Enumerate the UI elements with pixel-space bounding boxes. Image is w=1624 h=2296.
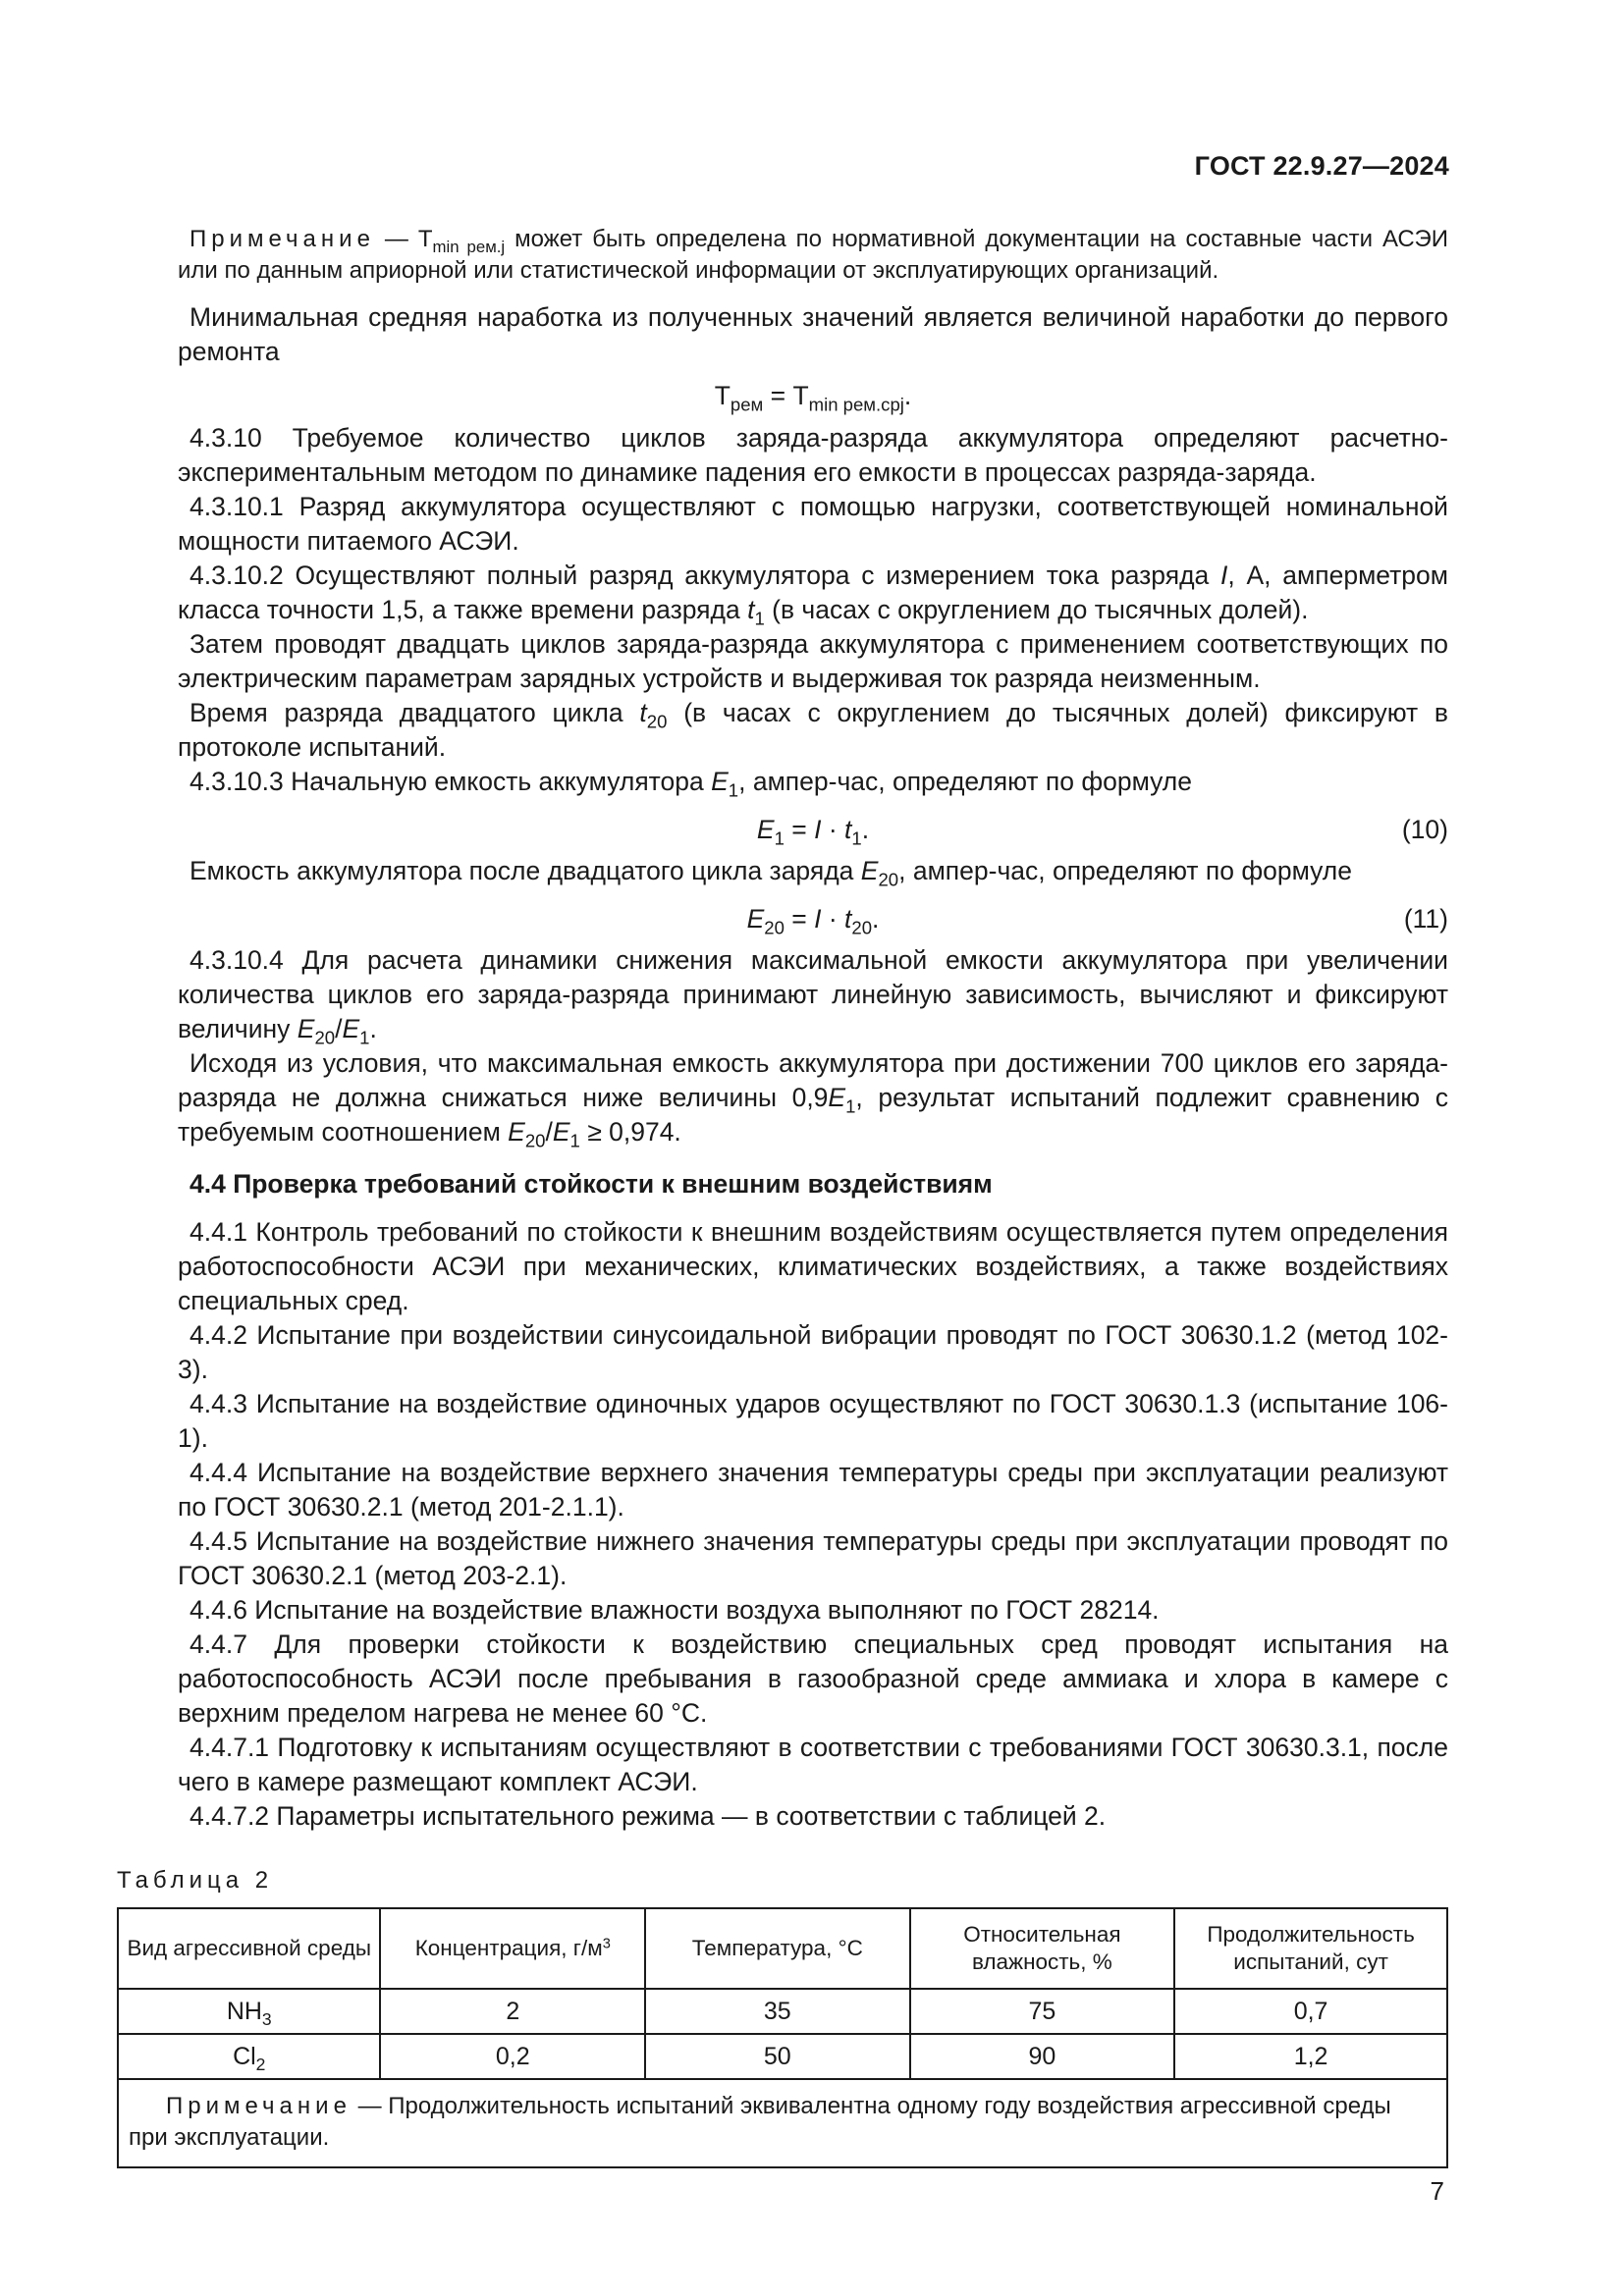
header-concentration: Концентрация, $г/м^3$ [380,1908,645,1989]
clause-4-3-10-3: 4.3.10.3 Начальную емкость аккумулятора $E_1$, ампер-час, определяют по формуле [189,767,1192,801]
test-parameters-table [117,1907,1448,2168]
clause-4-4-7-1: 4.4.7.1 Подготовку к испытаниям осуществляют в соответствии с требованиями ГОСТ 30630.3.1, после чего в камере размещают комплект АСЭИ. [178,1733,1448,1796]
clause-4-3-10-4: 4.3.10.4 Для расчета динамики снижения максимальной емкости аккумулятора при увеличении количества циклов его заряда-разряда принимают линейную зависимость, вычисляют и фиксируют величину $E_{20}/E_1$. [178,945,1448,1048]
formula-10: $E_1 = I \cdot t_1$. (10) [756,815,1448,849]
paragraph-condition-700-cycles: Исходя из условия, что максимальная емкость аккумулятора при достижении 700 циклов его заряда-разряда не должна снижаться ниже величины $0,9E_1$, результат испытаний подлежит сравнению с требуемым соотношением $E_{20}/E_1 \ge 0,974$. [178,1048,1448,1151]
cell-medium: $NH_3$ [118,1989,380,2034]
clause-4-4-6: 4.4.6 Испытание на воздействие влажности воздуха выполняют по ГОСТ 28214. [189,1595,1160,1625]
clause-4-4-3: 4.4.3 Испытание на воздействие одиночных ударов осуществляют по ГОСТ 30630.1.3 (испытание 106-1). [178,1389,1448,1453]
header-humidity: Относительная влажность, % [910,1908,1175,1989]
formula-11: $E_{20} = I \cdot t_{20}$. (11) [746,904,1448,938]
page-content [117,222,1448,2168]
cell-medium: $Cl_2$ [118,2034,380,2079]
cell-temperature: 50 [645,2034,910,2079]
cell-temperature: 35 [645,1989,910,2034]
paragraph-min-operating-time: Минимальная средняя наработка из полученных значений является величиной наработки до первого ремонта [178,302,1448,366]
paragraph-discharge-time-20: Время разряда двадцатого цикла $t_{20}$ (в часах с округлением до тысячных долей) фиксируют в протоколе испытаний. [178,698,1448,762]
paragraph-twenty-cycles: Затем проводят двадцать циклов заряда-разряда аккумулятора с применением соответствующих по электрическим параметрам зарядных устройств и выдерживая ток разряда неизменным. [178,629,1448,693]
cell-humidity: 90 [910,2034,1175,2079]
clause-4-4-7: 4.4.7 Для проверки стойкости к воздействию специальных сред проводят испытания на работоспособность АСЭИ после пребывания в газообразной среде аммиака и хлора в камере с верхним пределом нагрева не менее 60 °С. [178,1629,1448,1728]
cell-concentration: 2 [380,1989,645,2034]
table-row [118,1989,1447,2034]
document-code-header: ГОСТ 22.9.27—2024 [1194,151,1449,181]
header-medium: Вид агрессивной среды [118,1908,380,1989]
clause-4-3-10-2: 4.3.10.2 Осуществляют полный разряд аккумулятора с измерением тока разряда I, А, амперметром класса точности 1,5, а также времени разряда $t_1$ (в часах с округлением до тысячных долей). [178,561,1448,629]
table-caption: Таблица 2 [117,1867,274,1894]
paragraph-capacity-e20: Емкость аккумулятора после двадцатого цикла заряда $E_{20}$, ампер-час, определяют по формуле [189,856,1352,890]
cell-concentration: 0,2 [380,2034,645,2079]
section-4-4-title: 4.4 Проверка требований стойкости к внешним воздействиям [189,1169,993,1199]
note-t-min: Примечание — $T_{min рем.j}$ может быть определена по нормативной документации на составные части АСЭИ или по данным априорной или статистической информации от эксплуатирующих организаций. [178,226,1448,284]
page-number: 7 [1430,2176,1444,2206]
table-header-row [118,1908,1447,1989]
header-duration: Продолжительность испытаний, сут [1174,1908,1447,1989]
clause-4-3-10-1: 4.3.10.1 Разряд аккумулятора осуществляют с помощью нагрузки, соответствующей номинальной мощности питаемого АСЭИ. [178,492,1448,556]
formula-t-rem: $T_{рем} = T_{min рем.срj}$. [714,381,912,415]
formula-number: (11) [1403,904,1448,934]
clause-4-3-10: 4.3.10 Требуемое количество циклов заряда-разряда аккумулятора определяют расчетно-экспериментальным методом по динамике падения его емкости в процессах разряда-заряда. [178,423,1448,487]
table-row [118,2034,1447,2079]
clause-4-4-5: 4.4.5 Испытание на воздействие нижнего значения температуры среды при эксплуатации проводят по ГОСТ 30630.2.1 (метод 203-2.1). [178,1526,1448,1590]
clause-4-4-2: 4.4.2 Испытание при воздействии синусоидальной вибрации проводят по ГОСТ 30630.1.2 (метод 102-3). [178,1320,1448,1384]
clause-4-4-4: 4.4.4 Испытание на воздействие верхнего значения температуры среды при эксплуатации реализуют по ГОСТ 30630.2.1 (метод 201-2.1.1). [178,1458,1448,1522]
cell-duration: 0,7 [1174,1989,1447,2034]
clause-4-4-1: 4.4.1 Контроль требований по стойкости к внешним воздействиям осуществляется путем определения работоспособности АСЭИ при механических, климатических воздействиях, а также воздействиях специальных сред. [178,1217,1448,1315]
clause-4-4-7-2: 4.4.7.2 Параметры испытательного режима — в соответствии с таблицей 2. [189,1801,1107,1831]
header-temperature: Температура, °С [645,1908,910,1989]
cell-duration: 1,2 [1174,2034,1447,2079]
cell-humidity: 75 [910,1989,1175,2034]
table-note-row [118,2079,1447,2167]
table-note: Примечание — Продолжительность испытаний эквивалентна одному году воздействия агрессивной среды при эксплуатации. [118,2079,1447,2167]
formula-number: (10) [1401,815,1448,844]
